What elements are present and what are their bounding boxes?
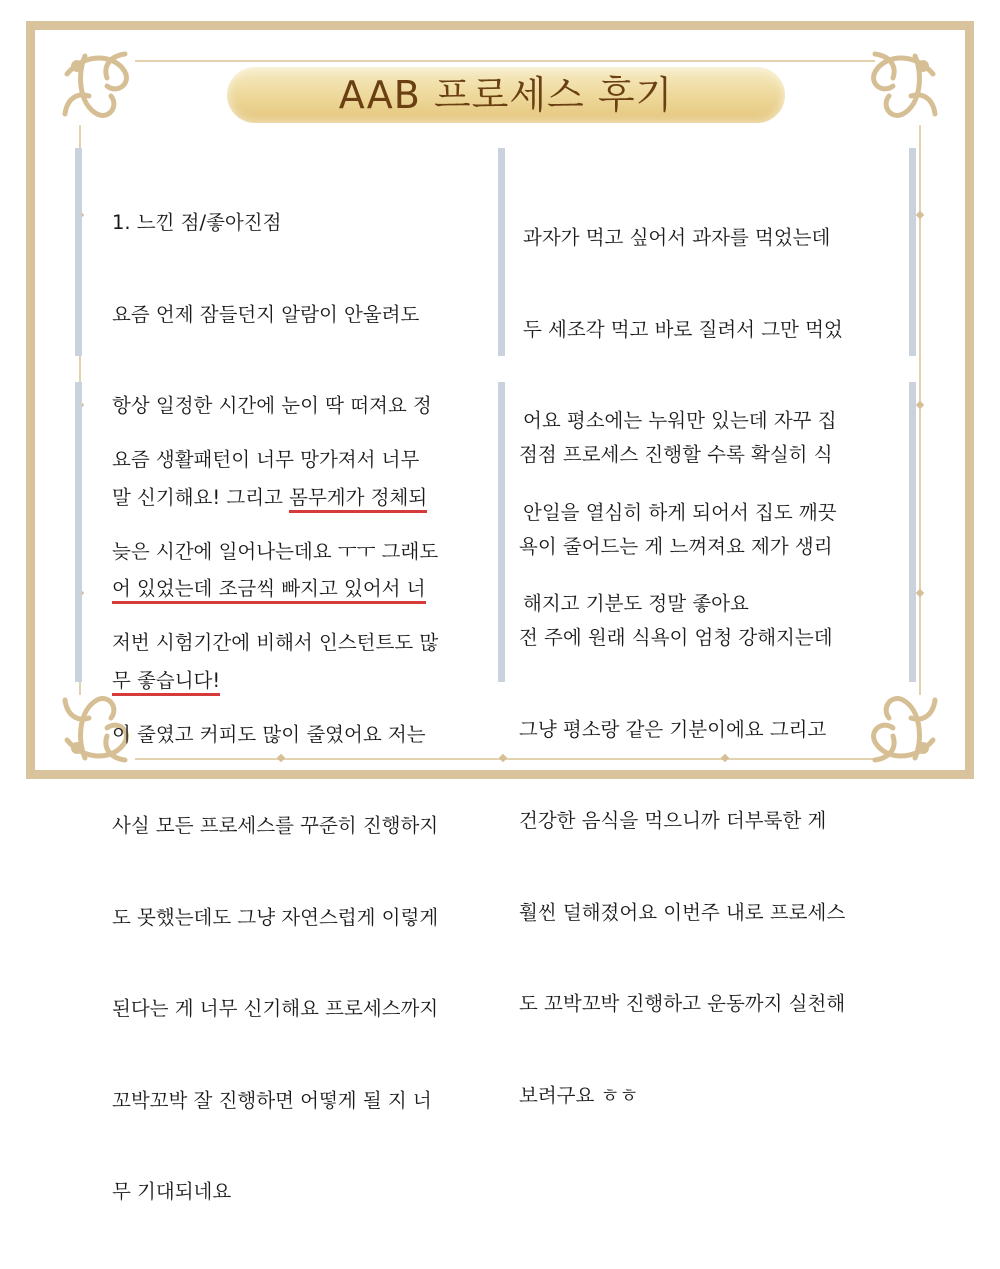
review-line: 1. 느낀 점/좋아진점 [112, 211, 282, 234]
review-accent-bar [909, 148, 916, 356]
highlighted-text: 몸무게가 정체되 [289, 486, 427, 513]
diamond-ornament-icon [499, 754, 507, 762]
review-line: 점점 프로세스 진행할 수록 확실히 식 [519, 443, 833, 466]
review-line: 도 못했는데도 그냥 자연스럽게 이렇게 [112, 905, 439, 929]
review-line: 사실 모든 프로세스를 꾸준히 진행하지 [112, 814, 439, 837]
review-line: 훨씬 덜해졌어요 이번주 내로 프로세스 [519, 900, 846, 924]
review-line: 전 주에 원래 식욕이 엄청 강해지는데 [519, 626, 833, 649]
review-line: 꼬박꼬박 잘 진행하면 어떻게 될 지 너 [112, 1088, 432, 1112]
review-line: 저번 시험기간에 비해서 인스턴트도 많 [112, 631, 439, 654]
review-line: 항상 일정한 시간에 눈이 딱 떠져요 정 [112, 394, 432, 417]
review-line: 과자가 먹고 싶어서 과자를 먹었는데 [523, 226, 831, 249]
review-line: 안일을 열심히 하게 되어서 집도 깨끗 [523, 500, 837, 524]
diamond-ornament-icon [916, 211, 924, 219]
review-text: 말 신기해요! 그리고 [112, 485, 290, 509]
review-line: 늦은 시간에 일어나는데요 ㅜㅜ 그래도 [112, 539, 439, 563]
review-accent-bar [75, 148, 82, 356]
page-title: AAB 프로세스 후기 [338, 73, 674, 117]
review-line: 요즘 언제 잠들던지 알람이 안울려도 [112, 302, 420, 326]
review-line: 욕이 줄어드는 게 느껴져요 제가 생리 [519, 534, 833, 558]
review-line: 무 기대되네요 [112, 1180, 232, 1203]
review-accent-bar [498, 148, 505, 356]
corner-flourish-icon [835, 660, 945, 770]
review-line: 요즘 생활패턴이 너무 망가져서 너무 [112, 448, 420, 471]
review-line: 된다는 게 너무 신기해요 프로세스까지 [112, 997, 439, 1020]
review-line: 건강한 음식을 먹으니까 더부룩한 게 [519, 809, 827, 832]
corner-flourish-icon [55, 44, 165, 154]
corner-flourish-icon [835, 44, 945, 154]
review-4 [519, 379, 845, 1172]
page-panel [35, 30, 965, 1203]
review-line: 도 꼬박꼬박 진행하고 운동까지 실천해 [519, 992, 846, 1015]
diamond-ornament-icon [916, 589, 924, 597]
highlighted-text: 무 좋습니다! [112, 669, 220, 696]
highlighted-text: 어 있었는데 조금씩 빠지고 있어서 너 [112, 577, 426, 604]
diamond-ornament-icon [916, 401, 924, 409]
review-line: 이 줄였고 커피도 많이 줄였어요 저는 [112, 722, 426, 746]
review-line: 두 세조각 먹고 바로 질려서 그만 먹었 [523, 317, 843, 341]
outer-frame [26, 21, 974, 1203]
review-3 [112, 384, 438, 1269]
review-accent-bar [498, 382, 505, 682]
review-line: 해지고 기분도 정말 좋아요 [523, 592, 749, 615]
review-line: 어요 평소에는 누워만 있는데 자꾸 집 [523, 409, 837, 432]
frame-line-top [135, 60, 875, 62]
review-accent-bar [909, 382, 916, 682]
title-banner [227, 67, 785, 123]
review-line: 보려구요 ㅎㅎ [519, 1083, 639, 1107]
review-line: 그냥 평소랑 같은 기분이에요 그리고 [519, 717, 827, 741]
review-accent-bar [75, 382, 82, 682]
